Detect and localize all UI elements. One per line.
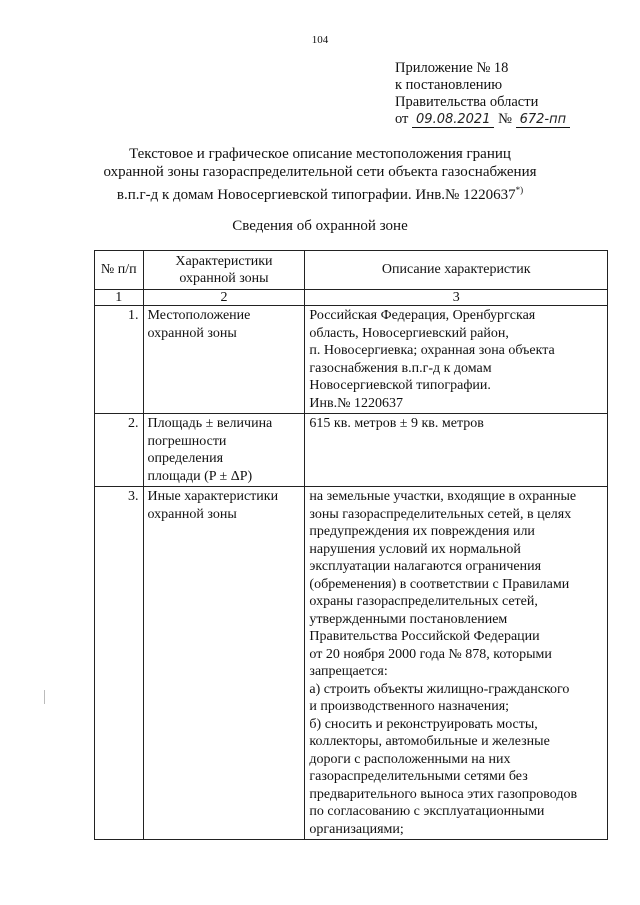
- characteristic-line: площади (P ± ΔP): [147, 468, 253, 484]
- appendix-block: [395, 60, 625, 128]
- characteristic-line: охранной зоны: [147, 506, 237, 522]
- description-line: нарушения условий их нормальной: [309, 541, 521, 557]
- from-label: от: [395, 111, 409, 127]
- header-characteristic: Характеристики охранной зоны: [143, 251, 305, 290]
- handwritten-date: 09.08.2021: [416, 112, 491, 127]
- page-number: 104: [311, 34, 329, 46]
- appendix-line-1: Приложение № 18: [395, 60, 509, 76]
- description-line: на земельные участки, входящие в охранные: [309, 489, 577, 504]
- column-number: 2: [143, 290, 305, 306]
- description-line: 615 кв. метров ± 9 кв. метров: [309, 416, 484, 431]
- document-title: [80, 145, 560, 204]
- row-description: [305, 487, 608, 840]
- row-characteristic: [143, 487, 305, 840]
- header-number: № п/п: [95, 251, 144, 290]
- table-row: [95, 487, 608, 840]
- description-line: от 20 ноября 2000 года № 878, которыми: [309, 646, 552, 662]
- row-characteristic: [143, 306, 305, 414]
- row-characteristic: [143, 414, 305, 487]
- description-line: дороги с расположенными на них: [309, 751, 511, 767]
- description-line: запрещается:: [309, 664, 388, 679]
- characteristic-line: погрешности: [147, 433, 227, 449]
- description-line: организациями;: [309, 821, 404, 837]
- row-number: 2.: [95, 414, 144, 487]
- characteristic-line: охранной зоны: [147, 325, 237, 341]
- description-line: б) сносить и реконструировать мосты,: [309, 716, 538, 732]
- description-line: зоны газораспределительных сетей, в целях: [309, 506, 572, 522]
- handwritten-number: 672-пп: [519, 112, 567, 127]
- description-line: а) строить объекты жилищно-гражданского: [309, 681, 570, 697]
- description-line: п. Новосергиевка; охранная зона объекта: [309, 343, 555, 358]
- description-line: Новосергиевской типографии.: [309, 378, 491, 393]
- description-line: и производственного назначения;: [309, 699, 510, 714]
- row-number: 3.: [95, 487, 144, 840]
- description-line: (обременения) в соответствии с Правилами: [309, 576, 570, 592]
- description-line: коллекторы, автомобильные и железные: [309, 734, 550, 749]
- appendix-line-3: Правительства области: [395, 94, 539, 110]
- appendix-line-2: к постановлению: [395, 77, 503, 93]
- characteristic-line: Иные характеристики: [147, 489, 279, 504]
- margin-mark: [44, 690, 45, 704]
- description-line: охраны газораспределительных сетей,: [309, 594, 538, 609]
- description-line: предварительного выноса этих газопроводов: [309, 786, 578, 802]
- description-line: область, Новосергиевский район,: [309, 325, 509, 341]
- number-label: №: [498, 111, 512, 127]
- description-line: по согласованию с эксплуатационными: [309, 804, 545, 819]
- protection-zone-table: [94, 250, 608, 840]
- title-line-2: охранной зоны газораспределительной сети объекта газоснабжения: [103, 164, 537, 180]
- header-description: Описание характеристик: [305, 251, 608, 290]
- row-number: 1.: [95, 306, 144, 414]
- title-line-1: Текстовое и графическое описание местоположения границ: [129, 146, 511, 162]
- description-line: газоснабжения в.п.г-д к домам: [309, 360, 492, 376]
- description-line: газораспределительными сетями без: [309, 769, 528, 784]
- table-row: [95, 306, 608, 414]
- table-header-row: [95, 251, 608, 290]
- characteristic-line: Местоположение: [147, 308, 251, 323]
- column-number: 3: [305, 290, 608, 306]
- row-description: [305, 306, 608, 414]
- description-line: эксплуатации налагаются ограничения: [309, 559, 542, 574]
- column-number: 1: [95, 290, 144, 306]
- characteristic-line: Площадь ± величина: [147, 416, 273, 431]
- column-number-row: [95, 290, 608, 306]
- description-line: предупреждения их повреждения или: [309, 524, 535, 539]
- title-line-3: в.п.г-д к домам Новосергиевской типографии. Инв.№ 1220637*): [116, 185, 524, 203]
- description-line: Инв.№ 1220637: [309, 395, 403, 411]
- section-title: Сведения об охранной зоне: [232, 218, 408, 234]
- row-description: [305, 414, 608, 487]
- description-line: утвержденными постановлением: [309, 611, 508, 627]
- footnote-mark: *): [515, 185, 524, 195]
- table-row: [95, 414, 608, 487]
- description-line: Правительства Российской Федерации: [309, 629, 540, 644]
- description-line: Российская Федерация, Оренбургская: [309, 308, 536, 323]
- characteristic-line: определения: [147, 451, 224, 466]
- appendix-line-4: [395, 111, 625, 128]
